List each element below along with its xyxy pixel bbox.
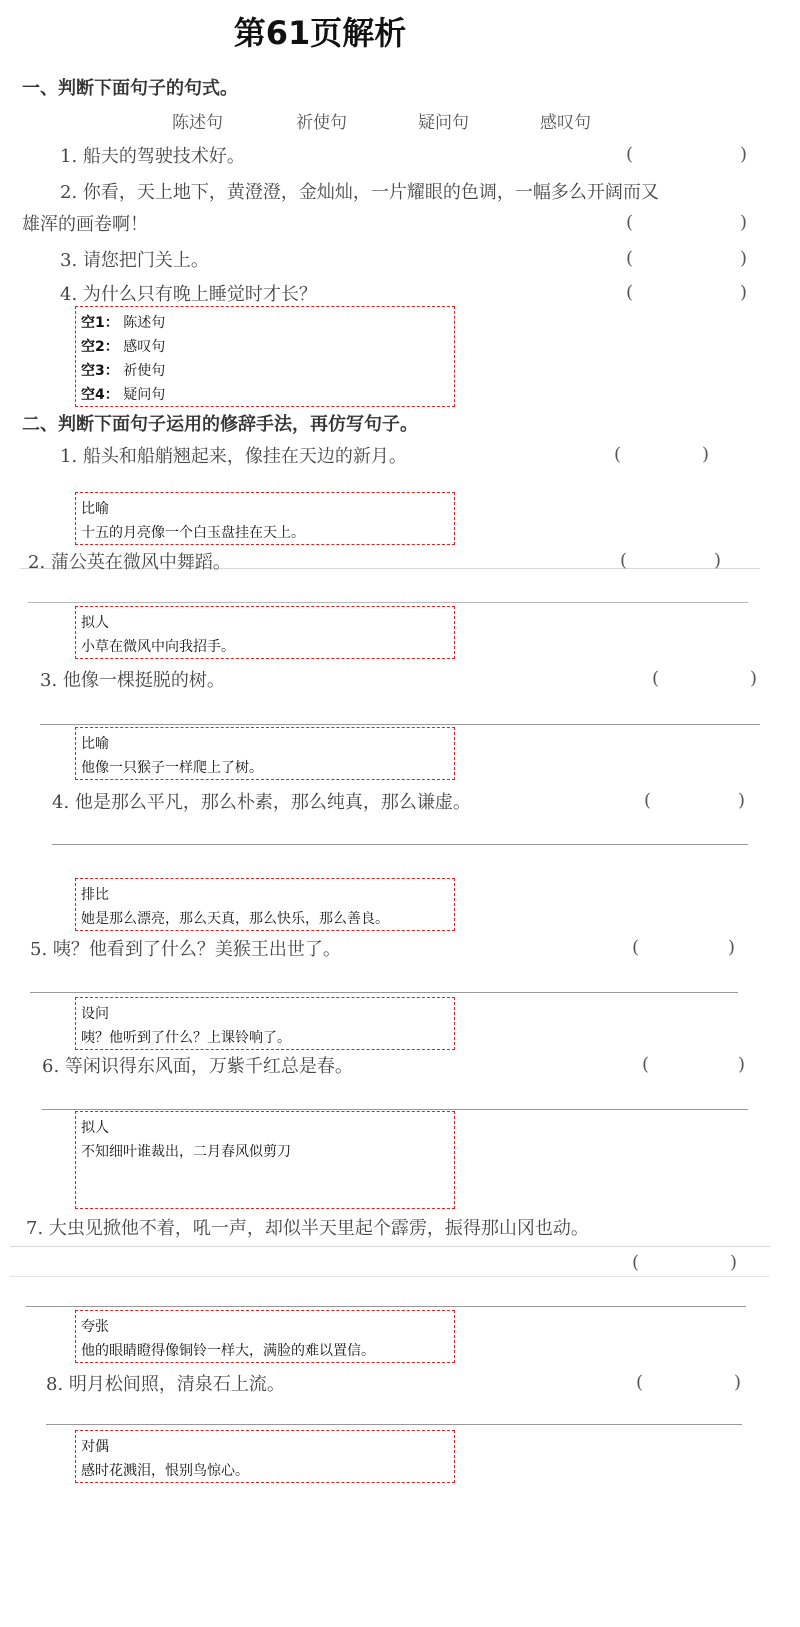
blank-1-open: (	[626, 144, 634, 165]
rewrite-answer: 不知细叶谁裁出，二月春风似剪刀	[81, 1144, 291, 1160]
s1-question-3: 3. 请您把门关上。	[60, 250, 209, 271]
s2-blank-6-open: (	[642, 1054, 650, 1075]
s2-question-6: 6. 等闲识得东风面，万紫千红总是春。	[42, 1056, 353, 1077]
s2-blank-5-open: (	[632, 937, 640, 958]
s2-question-1: 1. 船头和船艄翘起来，像挂在天边的新月。	[60, 446, 407, 467]
s2-blank-7-open: (	[632, 1252, 640, 1273]
blank-4-close: )	[740, 282, 748, 303]
s2-blank-2-close: )	[714, 550, 722, 571]
answer-value: 祈使句	[123, 363, 166, 379]
answer-row	[81, 335, 449, 359]
s2-answer-box-2	[75, 606, 455, 659]
s2-answer-box-3	[75, 727, 455, 780]
rhetoric-type: 拟人	[81, 615, 109, 631]
blank-4-open: (	[626, 282, 634, 303]
rewrite-answer: 感时花溅泪，恨别鸟惊心。	[81, 1463, 249, 1479]
s2-question-2: 2. 蒲公英在微风中舞蹈。	[28, 552, 231, 573]
option-imperative: 祈使句	[296, 113, 347, 133]
s2-question-4: 4. 他是那么平凡，那么朴素，那么纯真，那么谦虚。	[52, 792, 471, 813]
s1-question-2-cont: 雄浑的画卷啊！	[22, 214, 148, 235]
section-1-heading: 一、判断下面句子的句式。	[22, 78, 238, 99]
answer-row	[81, 311, 449, 335]
answer-label: 空3：	[81, 363, 119, 379]
section-2-heading: 二、判断下面句子运用的修辞手法，再仿写句子。	[22, 414, 418, 435]
s2-blank-8-open: (	[636, 1372, 644, 1393]
s2-blank-6-close: )	[738, 1054, 746, 1075]
rewrite-answer: 他像一只猴子一样爬上了树。	[81, 760, 263, 776]
s1-question-4: 4. 为什么只有晚上睡觉时才长？	[60, 284, 317, 305]
s2-blank-3-close: )	[750, 668, 758, 689]
s2-blank-7-close: )	[730, 1252, 738, 1273]
blank-2-close: )	[740, 212, 748, 233]
answer-value: 疑问句	[123, 387, 166, 403]
s2-question-3: 3. 他像一棵挺脱的树。	[40, 670, 225, 691]
rewrite-answer: 他的眼睛瞪得像铜铃一样大，满脸的难以置信。	[81, 1343, 375, 1359]
rhetoric-type: 对偶	[81, 1439, 109, 1455]
rhetoric-type: 夸张	[81, 1319, 109, 1335]
s2-blank-8-close: )	[734, 1372, 742, 1393]
s2-question-5: 5. 咦？他看到了什么？美猴王出世了。	[30, 939, 341, 960]
rewrite-answer: 小草在微风中向我招手。	[81, 639, 235, 655]
option-declarative: 陈述句	[172, 113, 223, 133]
answer-value: 陈述句	[123, 315, 166, 331]
blank-3-open: (	[626, 248, 634, 269]
s2-answer-box-4	[75, 878, 455, 931]
s2-blank-1-close: )	[702, 444, 710, 465]
answer-row	[81, 383, 449, 407]
s2-blank-4-close: )	[738, 790, 746, 811]
s2-blank-3-open: (	[652, 668, 660, 689]
rhetoric-type: 拟人	[81, 1120, 109, 1136]
s2-answer-box-8	[75, 1430, 455, 1483]
blank-2-open: (	[626, 212, 634, 233]
answer-value: 感叹句	[123, 339, 166, 355]
rewrite-answer: 十五的月亮像一个白玉盘挂在天上。	[81, 525, 305, 541]
blank-3-close: )	[740, 248, 748, 269]
rhetoric-type: 设问	[81, 1006, 109, 1022]
rhetoric-type: 排比	[81, 887, 109, 903]
section-1-answer-box	[75, 306, 455, 407]
s2-blank-4-open: (	[644, 790, 652, 811]
s2-answer-box-1	[75, 492, 455, 545]
s2-answer-box-5	[75, 997, 455, 1050]
s2-answer-box-6	[75, 1111, 455, 1209]
s2-blank-5-close: )	[728, 937, 736, 958]
s2-blank-1-open: (	[614, 444, 622, 465]
answer-row	[81, 359, 449, 383]
answer-label: 空2：	[81, 339, 119, 355]
answer-label: 空1：	[81, 315, 119, 331]
answer-label: 空4：	[81, 387, 119, 403]
rewrite-answer: 她是那么漂亮，那么天真，那么快乐，那么善良。	[81, 911, 389, 927]
rhetoric-type: 比喻	[81, 736, 109, 752]
option-interrogative: 疑问句	[418, 113, 469, 133]
option-exclamatory: 感叹句	[540, 113, 591, 133]
s1-question-1: 1. 船夫的驾驶技术好。	[60, 146, 245, 167]
s2-answer-box-7	[75, 1310, 455, 1363]
rewrite-answer: 咦？他听到了什么？上课铃响了。	[81, 1030, 291, 1046]
s2-question-7: 7. 大虫见掀他不着，吼一声，却似半天里起个霹雳，振得那山冈也动。	[26, 1218, 589, 1239]
s2-blank-2-open: (	[620, 550, 628, 571]
rhetoric-type: 比喻	[81, 501, 109, 517]
s2-question-8: 8. 明月松间照，清泉石上流。	[46, 1374, 285, 1395]
blank-1-close: )	[740, 144, 748, 165]
s1-question-2: 2. 你看，天上地下，黄澄澄，金灿灿，一片耀眼的色调，一幅多么开阔而又	[60, 182, 659, 203]
page-title: 第61页解析	[233, 14, 407, 52]
